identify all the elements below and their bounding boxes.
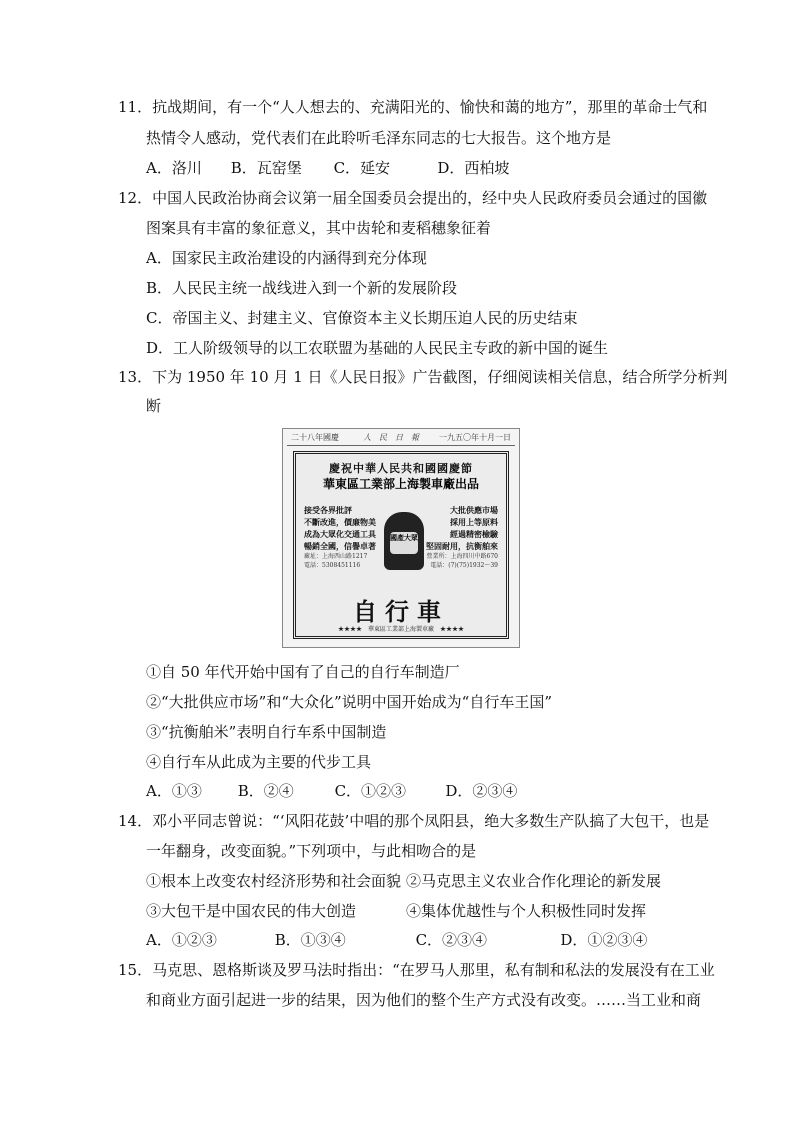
ad-footer: ★★★★ 華東區工業部上海製車廠 ★★★★ [337,626,464,633]
ad-masthead [287,431,515,446]
q14-stem-line1: 14．邓小平同志曾说：“‘风阳花鼓’中唱的那个凤阳县，绝大多数生产队搞了大包干，也是 [118,812,710,830]
q11-stem-line2: 热情令人感动，党代表们在此聆听毛泽东同志的七大报告。这个地方是 [146,129,612,147]
q14-statement-3: ③大包干是中国农民的伟大创造 [146,902,357,920]
ad-right-line: 堅固耐用，抗衡舶來 [426,541,498,551]
q12-stem-line1: 12．中国人民政治协商会议第一届全国委员会提出的，经中央人民政府委员会通过的国徽 [118,189,708,207]
q12-option-c[interactable]: C．帝国主义、封建主义、官僚资本主义长期压迫人民的历史结束 [146,309,578,327]
ad-left-line: 暢銷全國，信譽卓著 [304,541,376,551]
emblem-text: 國產大眾 [390,532,418,554]
q14-stem-line2: 一年翻身，改变面貌。”下列项中，与此相吻合的是 [146,842,477,860]
q12-option-a[interactable]: A．国家民主政治建设的内涵得到充分体现 [146,249,427,267]
ad-frame [293,451,509,639]
q15-stem-line1: 15．马克思、恩格斯谈及罗马法时指出：“在罗马人那里，私有制和私法的发展没有在工业 [118,961,715,979]
ad-right-line: 經過精密檢驗 [450,529,498,539]
ad-right-line: 大批供應市場 [450,505,498,515]
q13-statement-1: ①自 50 年代开始中国有了自己的自行车制造厂 [146,663,460,681]
q14-statement-4: ④集体优越性与个人积极性同时发挥 [406,902,647,920]
ad-masthead-date: 一九五〇年十月一日 [439,433,511,442]
ad-right-address: 營業所：上海四川中路670 [426,553,498,560]
q13-option-a[interactable]: A．①③ [146,782,202,800]
q11-stem-line1: 11．抗战期间，有一个“人人想去的、充满阳光的、愉快和蔼的地方”，那里的革命士气和 [118,98,708,116]
ad-right-line: 採用上等原料 [450,517,498,527]
q12-option-d[interactable]: D．工人阶级领导的以工农联盟为基础的人民民主专政的新中国的诞生 [146,339,609,357]
ad-product-name: 自行車 [353,597,449,626]
q13-option-c[interactable]: C．①②③ [334,782,407,800]
ad-left-line: 不斷改進，價廉物美 [304,517,376,527]
ad-left-column [304,504,376,570]
q12-stem-line2: 图案具有丰富的象征意义，其中齿轮和麦稻穗象征着 [146,219,492,237]
ad-left-line: 接受各界批評 [304,505,352,515]
ad-title-2: 華東區工業部上海製車廠出品 [322,477,479,491]
ad-left-line: 成為大眾化交通工具 [304,529,376,539]
ad-left-phone: 電話：5308451116 [304,562,361,569]
q14-option-d[interactable]: D．①②③④ [560,931,648,949]
ad-right-phone: 電話：(7)(75)1932～39 [430,562,498,569]
q11-option-b[interactable]: B．瓦窑堡 [230,159,302,177]
q15-stem-line2: 和商业方面引起进一步的结果，因为他们的整个生产方式没有改变。……当工业和商 [146,991,702,1009]
ad-right-column [426,504,498,570]
q14-options [146,930,647,950]
q14-statement-1: ①根本上改变农村经济形势和社会面貌 [146,872,402,890]
q13-statement-4: ④自行车从此成为主要的代步工具 [146,753,372,771]
q11-option-a[interactable]: A．洛川 [146,159,202,177]
q13-statement-3: ③“抗衡舶米”表明自行车系中国制造 [146,723,387,741]
q14-option-c[interactable]: C．②③④ [415,931,488,949]
q12-option-b[interactable]: B．人民民主统一战线进入到一个新的发展阶段 [146,279,458,297]
q13-statement-2: ②“大批供应市场”和“大众化”说明中国开始成为“自行车王国” [146,693,553,711]
q14-statement-2: ②马克思主义农业合作化理论的新发展 [406,872,662,890]
ad-masthead-title: 人 民 日 報 [363,433,419,442]
q14-option-b[interactable]: B．①③④ [274,931,346,949]
q11-option-d[interactable]: D．西柏坡 [437,159,510,177]
q11-options [146,158,509,178]
q13-stem-line1: 13．下为 1950 年 10 月 1 日《人民日报》广告截图，仔细阅读相关信息，结合所学分析判 [118,368,728,386]
ad-title-1: 慶祝中華人民共和國國慶節 [329,462,473,475]
q11-option-c[interactable]: C．延安 [333,159,391,177]
newspaper-ad-image [282,428,520,648]
ad-masthead-left: 二十八年國慶 [291,433,339,442]
q13-option-d[interactable]: D．②③④ [445,782,518,800]
q13-options [146,781,517,801]
q13-option-b[interactable]: B．②④ [237,782,294,800]
q13-stem-line2: 断 [146,397,162,415]
bicycle-brand-emblem-icon [384,512,424,570]
q14-option-a[interactable]: A．①②③ [146,931,217,949]
ad-left-address: 廠址：上海西山路1217 [304,553,368,560]
